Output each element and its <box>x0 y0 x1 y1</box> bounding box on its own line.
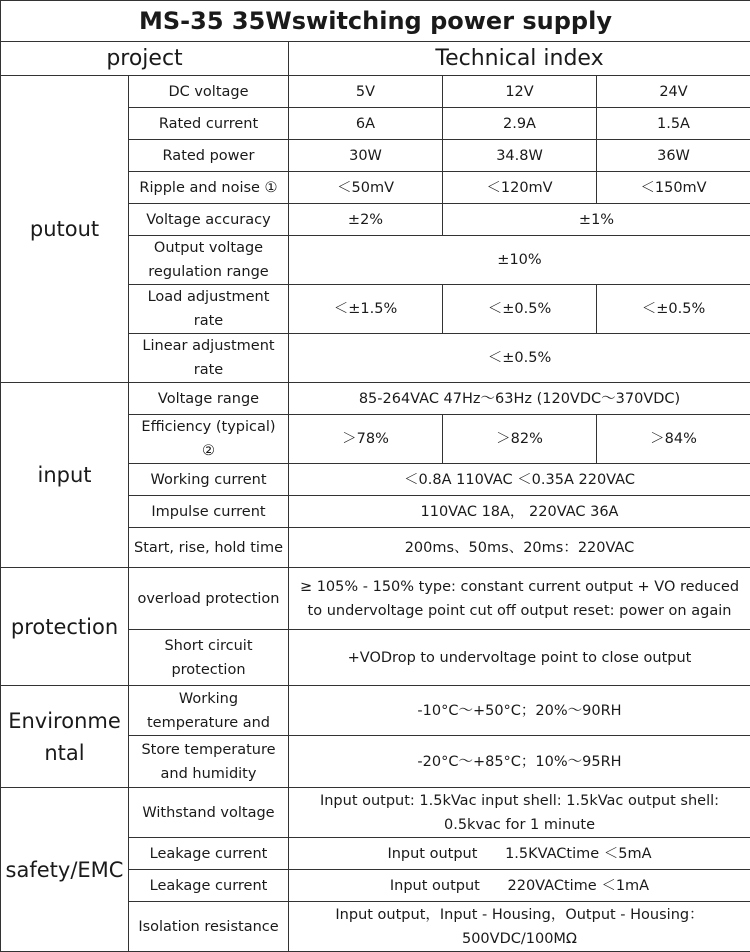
value-cell: Input output 1.5KVACtime ＜5mA <box>289 838 750 870</box>
table-row <box>1 76 750 108</box>
param-label: Output voltage regulation range <box>129 236 289 285</box>
param-label: Impulse current <box>129 496 289 528</box>
table-row <box>1 383 750 415</box>
value-cell: ±2% <box>289 204 443 236</box>
value-cell: ±10% <box>289 236 750 285</box>
technical-index-header: Technical index <box>289 42 750 76</box>
value-cell: -20°C～+85°C；10%～95RH <box>289 736 750 788</box>
value-cell: +VODrop to undervoltage point to close output <box>289 630 750 686</box>
param-label: Rated current <box>129 108 289 140</box>
param-label: Working temperature and <box>129 686 289 736</box>
param-label: overload protection <box>129 568 289 630</box>
param-label: Efficiency (typical) ② <box>129 415 289 464</box>
param-label: Leakage current <box>129 870 289 902</box>
value-cell: 6A <box>289 108 443 140</box>
value-cell: ＜120mV <box>443 172 597 204</box>
param-label: Short circuit protection <box>129 630 289 686</box>
value-cell: ±1% <box>443 204 750 236</box>
param-label: Load adjustment rate <box>129 285 289 334</box>
category-safety-emc: safety/EMC <box>1 788 129 952</box>
project-header: project <box>1 42 289 76</box>
param-label: Store temperature and humidity <box>129 736 289 788</box>
param-label: DC voltage <box>129 76 289 108</box>
value-cell: 2.9A <box>443 108 597 140</box>
value-cell: 34.8W <box>443 140 597 172</box>
value-cell: 200ms、50ms、20ms：220VAC <box>289 528 750 568</box>
value-cell: Input output，Input - Housing，Output - Housing：500VDC/100MΩ <box>289 902 750 952</box>
value-cell: 12V <box>443 76 597 108</box>
title-row <box>1 1 750 42</box>
param-label: Withstand voltage <box>129 788 289 838</box>
value-cell: ＜±0.5% <box>597 285 750 334</box>
param-label: Voltage range <box>129 383 289 415</box>
category-protection: protection <box>1 568 129 686</box>
param-label: Voltage accuracy <box>129 204 289 236</box>
table-row <box>1 788 750 838</box>
header-row <box>1 42 750 76</box>
category-output: putout <box>1 76 129 383</box>
category-environmental: Environmental <box>1 686 129 788</box>
param-label: Rated power <box>129 140 289 172</box>
table-row <box>1 686 750 736</box>
value-cell: ＜0.8A 110VAC ＜0.35A 220VAC <box>289 464 750 496</box>
value-cell: 85-264VAC 47Hz～63Hz (120VDC～370VDC) <box>289 383 750 415</box>
param-label: Leakage current <box>129 838 289 870</box>
param-label: Start, rise, hold time <box>129 528 289 568</box>
param-label: Linear adjustment rate <box>129 334 289 383</box>
param-label: Isolation resistance <box>129 902 289 952</box>
value-cell: 24V <box>597 76 750 108</box>
value-cell: Input output 220VACtime ＜1mA <box>289 870 750 902</box>
value-cell: ＞84% <box>597 415 750 464</box>
param-label: Working current <box>129 464 289 496</box>
value-cell: ＞78% <box>289 415 443 464</box>
value-cell: ≥ 105% - 150% type: constant current output + VO reduced to undervoltage point cut off output reset: power on again <box>289 568 750 630</box>
value-cell: ＜150mV <box>597 172 750 204</box>
value-cell: 30W <box>289 140 443 172</box>
value-cell: ＞82% <box>443 415 597 464</box>
value-cell: 5V <box>289 76 443 108</box>
page-title: MS-35 35Wswitching power supply <box>1 1 750 42</box>
value-cell: -10°C～+50°C；20%～90RH <box>289 686 750 736</box>
value-cell: ＜50mV <box>289 172 443 204</box>
value-cell: ＜±0.5% <box>289 334 750 383</box>
value-cell: 1.5A <box>597 108 750 140</box>
value-cell: 110VAC 18A， 220VAC 36A <box>289 496 750 528</box>
value-cell: ＜±0.5% <box>443 285 597 334</box>
table-row <box>1 568 750 630</box>
value-cell: Input output: 1.5kVac input shell: 1.5kVac output shell: 0.5kvac for 1 minute <box>289 788 750 838</box>
category-input: input <box>1 383 129 568</box>
param-label: Ripple and noise ① <box>129 172 289 204</box>
value-cell: 36W <box>597 140 750 172</box>
value-cell: ＜±1.5% <box>289 285 443 334</box>
